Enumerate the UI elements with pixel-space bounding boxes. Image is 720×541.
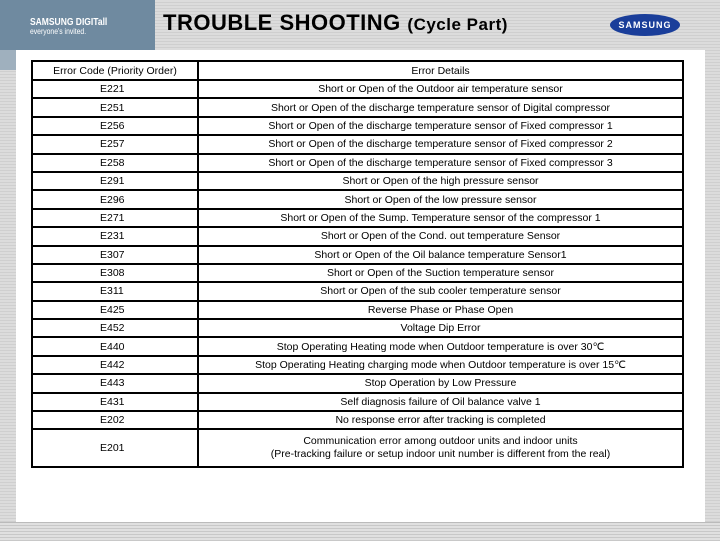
column-header-details: Error Details <box>198 61 683 80</box>
error-code: E201 <box>32 429 198 467</box>
error-code: E251 <box>32 98 198 116</box>
error-detail: Short or Open of the discharge temperature sensor of Fixed compressor 1 <box>198 117 683 135</box>
error-code: E231 <box>32 227 198 245</box>
error-code: E291 <box>32 172 198 190</box>
error-detail: Short or Open of the high pressure sensor <box>198 172 683 190</box>
error-detail: Short or Open of the Suction temperature sensor <box>198 264 683 282</box>
error-code: E311 <box>32 282 198 300</box>
table-row <box>32 282 683 300</box>
error-code-table <box>31 60 684 468</box>
table-row <box>32 135 683 153</box>
table-row <box>32 356 683 374</box>
error-detail-line2: (Pre-tracking failure or setup indoor unit number is different from the real) <box>270 448 611 461</box>
samsung-logo: SAMSUNG <box>610 14 680 36</box>
table-row <box>32 154 683 172</box>
page-title <box>163 10 508 36</box>
error-code: E308 <box>32 264 198 282</box>
error-code: E258 <box>32 154 198 172</box>
error-code: E425 <box>32 301 198 319</box>
table-row <box>32 117 683 135</box>
error-code: E202 <box>32 411 198 429</box>
error-detail: Short or Open of the Oil balance temperature Sensor1 <box>198 246 683 264</box>
error-detail: No response error after tracking is completed <box>198 411 683 429</box>
error-code: E221 <box>32 80 198 98</box>
table-row <box>32 227 683 245</box>
error-code: E440 <box>32 337 198 355</box>
error-code: E257 <box>32 135 198 153</box>
error-detail: Short or Open of the low pressure sensor <box>198 190 683 208</box>
error-detail: Stop Operating Heating mode when Outdoor temperature is over 30℃ <box>198 337 683 355</box>
error-code: E452 <box>32 319 198 337</box>
error-detail <box>198 429 683 467</box>
error-detail: Self diagnosis failure of Oil balance valve 1 <box>198 393 683 411</box>
error-detail: Stop Operation by Low Pressure <box>198 374 683 392</box>
error-code: E256 <box>32 117 198 135</box>
error-code: E307 <box>32 246 198 264</box>
title-sub: (Cycle Part) <box>407 15 508 34</box>
error-code: E431 <box>32 393 198 411</box>
error-code: E442 <box>32 356 198 374</box>
table-row <box>32 393 683 411</box>
table-row <box>32 98 683 116</box>
error-detail-line1: Communication error among outdoor units and indoor units <box>303 435 578 448</box>
error-code: E443 <box>32 374 198 392</box>
column-header-code: Error Code (Priority Order) <box>32 61 198 80</box>
logo-text: SAMSUNG DIGITall <box>30 17 108 28</box>
table-row <box>32 80 683 98</box>
table-row <box>32 429 683 467</box>
error-detail: Short or Open of the discharge temperature sensor of Fixed compressor 2 <box>198 135 683 153</box>
error-detail: Short or Open of the discharge temperature sensor of Digital compressor <box>198 98 683 116</box>
error-detail: Short or Open of the Cond. out temperature Sensor <box>198 227 683 245</box>
error-detail: Voltage Dip Error <box>198 319 683 337</box>
table-row <box>32 337 683 355</box>
error-detail: Short or Open of the Sump. Temperature sensor of the compressor 1 <box>198 209 683 227</box>
error-code: E271 <box>32 209 198 227</box>
error-detail: Stop Operating Heating charging mode when Outdoor temperature is over 15℃ <box>198 356 683 374</box>
error-detail: Short or Open of the discharge temperature sensor of Fixed compressor 3 <box>198 154 683 172</box>
error-detail: Short or Open of the Outdoor air temperature sensor <box>198 80 683 98</box>
table-row <box>32 172 683 190</box>
samsung-digitall-logo <box>30 18 107 36</box>
error-detail: Short or Open of the sub cooler temperature sensor <box>198 282 683 300</box>
error-code: E296 <box>32 190 198 208</box>
table-row <box>32 374 683 392</box>
error-detail: Reverse Phase or Phase Open <box>198 301 683 319</box>
table-row <box>32 246 683 264</box>
table-row <box>32 209 683 227</box>
table-row <box>32 411 683 429</box>
footer-band <box>0 522 720 541</box>
table-row <box>32 319 683 337</box>
title-main: TROUBLE SHOOTING <box>163 10 401 35</box>
table-row <box>32 301 683 319</box>
table-header <box>32 61 683 80</box>
table-row <box>32 190 683 208</box>
table-row <box>32 264 683 282</box>
logo-tagline: everyone's invited. <box>30 27 87 36</box>
